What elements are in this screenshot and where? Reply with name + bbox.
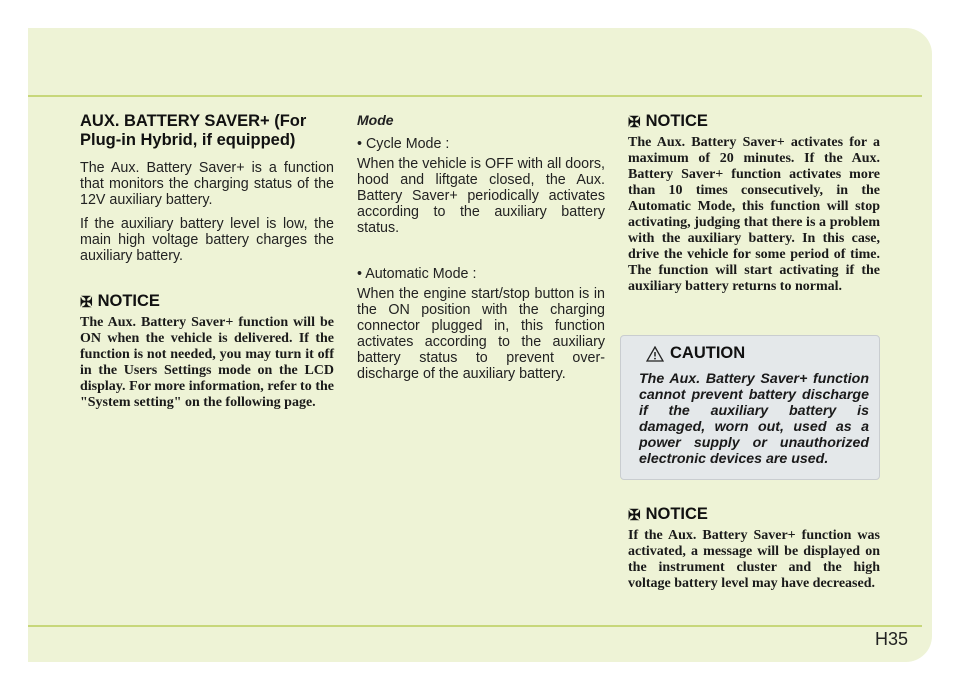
column-1 [80, 112, 334, 411]
notice-icon: ✠ [628, 506, 641, 524]
page-number: H35 [874, 629, 908, 649]
notice-text: If the Aux. Battery Saver+ function was activated, a message will be displayed on the instrument cluster and the high voltage battery level may have decreased. [628, 528, 880, 591]
notice-icon: ✠ [628, 113, 641, 131]
caution-heading [646, 344, 745, 363]
notice-heading [80, 292, 334, 311]
notice-heading [628, 112, 880, 131]
notice-icon: ✠ [80, 293, 93, 311]
notice-heading-label: NOTICE [645, 505, 708, 523]
caution-box [620, 335, 880, 480]
notice-heading-label: NOTICE [645, 112, 708, 130]
column-2 [357, 112, 605, 390]
notice-text: The Aux. Battery Saver+ activates for a maximum of 20 minutes. If the Aux. Battery Saver+ function activates more than 10 times consecutively, in the Automatic Mode, this function will stop activating, judging that there is a problem with the auxiliary battery. In this case, drive the vehicle for some period of time. The function will start activating if the auxiliary battery returns to normal. [628, 135, 880, 294]
section-title: AUX. BATTERY SAVER+ (For Plug-in Hybrid, if equipped) [80, 112, 307, 149]
caution-text: The Aux. Battery Saver+ function cannot prevent battery discharge if the auxiliary battery is damaged, worn out, used as a power supply or unauthorized electronic devices are used. [639, 371, 869, 467]
low-battery-paragraph: If the auxiliary battery level is low, the main high voltage battery charges the auxiliary battery. [80, 216, 334, 264]
footer-rule [28, 625, 922, 627]
column-3 [628, 112, 880, 295]
mode-heading: Mode [357, 112, 394, 128]
notice-heading-label: NOTICE [97, 292, 160, 310]
notice-heading [628, 505, 880, 524]
notice-section-2 [628, 505, 880, 592]
caution-heading-label: CAUTION [670, 344, 746, 362]
automatic-mode-bullet: • Automatic Mode : [357, 266, 477, 282]
notice-text: The Aux. Battery Saver+ function will be ON when the vehicle is delivered. If the function is not needed, you may turn it off in the Users Settings mode on the LCD display. For more information, refer to the "System setting" on the following page. [80, 315, 334, 410]
cycle-mode-bullet: • Cycle Mode : [357, 136, 450, 152]
header-rule [28, 95, 922, 97]
warning-triangle-icon [646, 346, 664, 362]
cycle-mode-paragraph: When the vehicle is OFF with all doors, hood and liftgate closed, the Aux. Battery Saver+ periodically activates according to the auxiliary battery status. [357, 156, 605, 236]
automatic-mode-paragraph: When the engine start/stop button is in the ON position with the charging connector plugged in, this function activates according to the auxiliary battery status to prevent over-discharge of the auxiliary battery. [357, 286, 605, 382]
intro-paragraph: The Aux. Battery Saver+ is a function that monitors the charging status of the 12V auxiliary battery. [80, 160, 334, 208]
